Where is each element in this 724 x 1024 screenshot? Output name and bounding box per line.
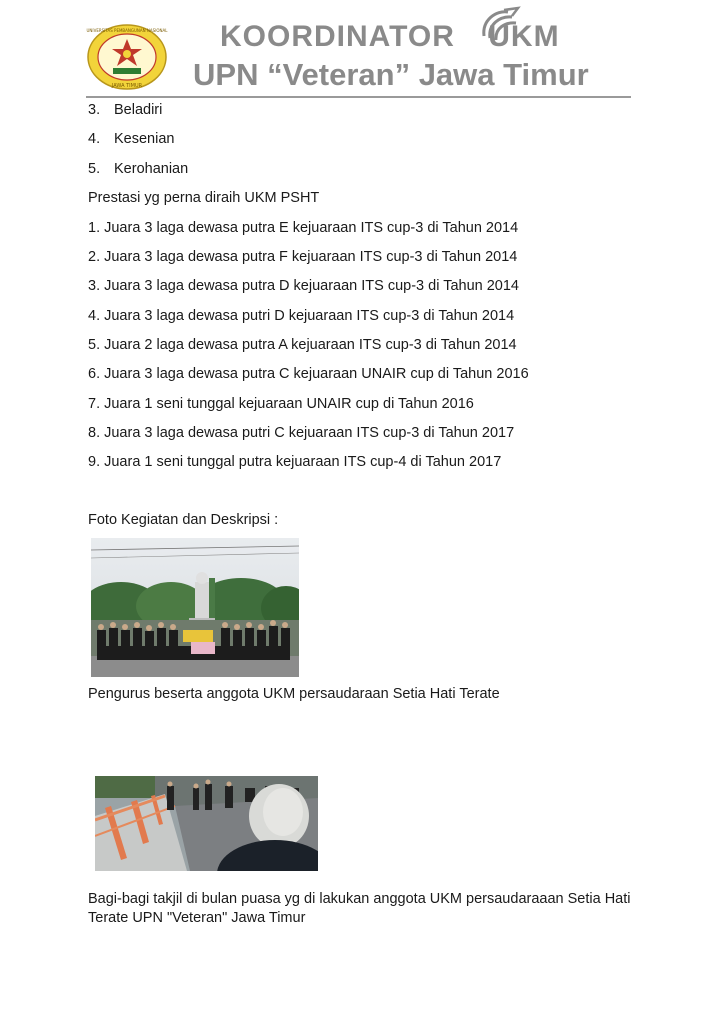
header-title-line2: UPN “Veteran” Jawa Timur: [193, 57, 589, 92]
achievement-item: 4. Juara 3 laga dewasa putri D kejuaraan ITS cup-3 di Tahun 2014: [88, 308, 515, 324]
photo-caption-2-line1: Bagi-bagi takjil di bulan puasa yg di lakukan anggota UKM persaudaraaan Setia Hati: [88, 891, 631, 907]
group-photo-image: [91, 538, 299, 677]
takjil-photo: [95, 776, 318, 871]
header-title-koordinator: KOORDINATOR: [220, 20, 455, 53]
photo-caption-1: Pengurus beserta anggota UKM persaudaraan Setia Hati Terate: [88, 686, 500, 702]
header-title-line1: [220, 20, 560, 54]
list-label: Beladiri: [114, 102, 163, 118]
achievement-item: 9. Juara 1 seni tunggal putra kejuaraan ITS cup-4 di Tahun 2017: [88, 454, 502, 470]
list-label: Kesenian: [114, 131, 175, 147]
achievement-item: 6. Juara 3 laga dewasa putra C kejuaraan UNAIR cup di Tahun 2016: [88, 366, 529, 382]
header-title-ukm: UKM: [488, 20, 560, 53]
ukm-swirl-icon: [478, 6, 530, 44]
achievements-heading: Prestasi yg perna diraih UKM PSHT: [88, 190, 320, 206]
logo-ring-bottom-text: JAWA TIMUR: [111, 83, 143, 89]
list-item: [88, 102, 162, 118]
achievement-item: 7. Juara 1 seni tunggal kejuaraan UNAIR cup di Tahun 2016: [88, 396, 474, 412]
header-rule: [86, 96, 631, 98]
group-photo: [91, 538, 299, 677]
achievement-item: 8. Juara 3 laga dewasa putri C kejuaraan ITS cup-3 di Tahun 2017: [88, 425, 515, 441]
list-item: [88, 131, 174, 147]
takjil-photo-image: [95, 776, 318, 871]
upn-logo-icon: [86, 23, 168, 91]
photo-section-heading: Foto Kegiatan dan Deskripsi :: [88, 512, 279, 528]
achievement-item: 1. Juara 3 laga dewasa putra E kejuaraan ITS cup-3 di Tahun 2014: [88, 220, 519, 236]
achievement-item: 2. Juara 3 laga dewasa putra F kejuaraan ITS cup-3 di Tahun 2014: [88, 249, 518, 265]
photo-caption-2-line2: Terate UPN "Veteran" Jawa Timur: [88, 910, 306, 926]
achievement-item: 3. Juara 3 laga dewasa putra D kejuaraan ITS cup-3 di Tahun 2014: [88, 278, 519, 294]
list-number: 5.: [88, 161, 101, 177]
list-number: 4.: [88, 131, 101, 147]
document-header: [0, 0, 724, 100]
achievement-item: 5. Juara 2 laga dewasa putra A kejuaraan ITS cup-3 di Tahun 2014: [88, 337, 517, 353]
logo-ring-top-text: UNIVERSITAS PEMBANGUNAN NASIONAL: [86, 28, 168, 33]
list-item: [88, 161, 188, 177]
list-label: Kerohanian: [114, 161, 189, 177]
list-number: 3.: [88, 102, 101, 118]
